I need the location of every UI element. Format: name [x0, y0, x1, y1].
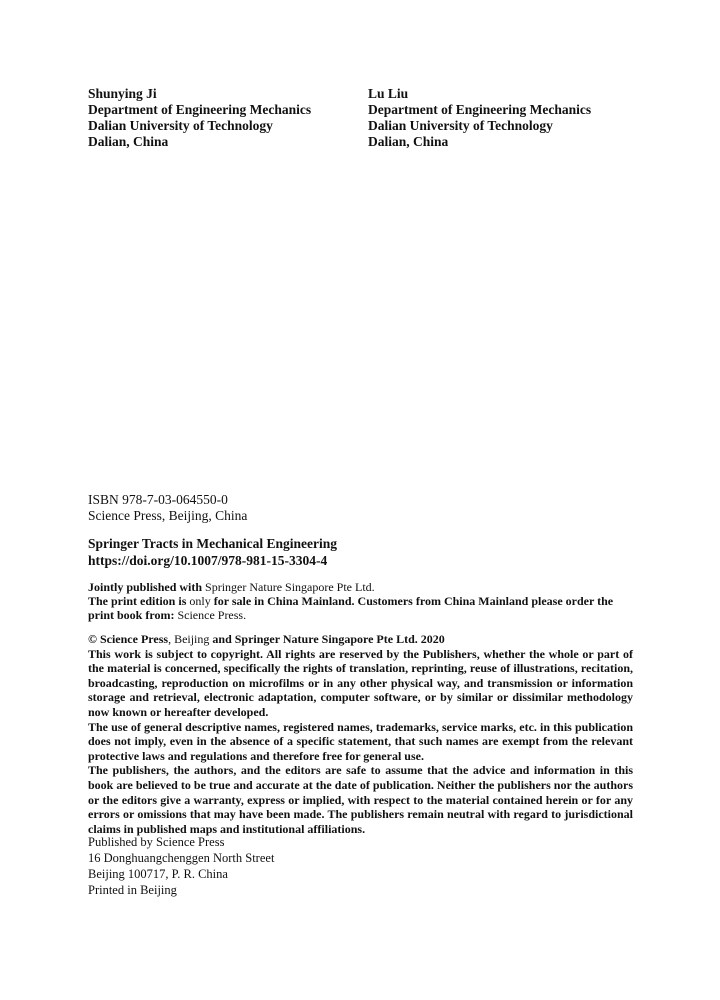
- author-location: Dalian, China: [368, 134, 449, 149]
- copyright-paragraph-names: The use of general descriptive names, registered names, trademarks, service marks, etc. in this publication does not imply, even in the absence of a specific statement, that such names are exempt from the relevant protective laws and regulations and therefore free for general use.: [88, 719, 633, 763]
- publisher-city: Beijing 100717, P. R. China: [88, 867, 228, 881]
- copyright-holder: © Science Press: [88, 632, 169, 646]
- isbn-publisher: Science Press, Beijing, China: [88, 508, 248, 523]
- print-text-c: only: [186, 594, 214, 608]
- doi-link[interactable]: https://doi.org/10.1007/978-981-15-3304-4: [88, 553, 328, 568]
- publisher-imprint: [88, 834, 274, 898]
- print-text-e: Science Press.: [174, 608, 247, 622]
- author-department: Department of Engineering Mechanics: [368, 102, 592, 117]
- joint-publication-notice: [88, 580, 633, 622]
- copyright-line: [88, 632, 633, 647]
- copyright-notice: [88, 632, 633, 836]
- series-block: [88, 535, 337, 569]
- print-text-a: The print edition: [88, 594, 179, 608]
- joint-label: Jointly published with: [88, 580, 203, 594]
- isbn-number: ISBN 978-7-03-064550-0: [88, 492, 228, 507]
- author-name: Lu Liu: [368, 86, 409, 101]
- copyright-city: , Beijing: [168, 632, 213, 646]
- publisher-line: Published by Science Press: [88, 835, 225, 849]
- printed-location: Printed in Beijing: [88, 883, 177, 897]
- author-name: Shunying Ji: [88, 86, 157, 101]
- series-title: Springer Tracts in Mechanical Engineering: [88, 536, 337, 551]
- joint-line: [88, 580, 633, 594]
- copyright-paragraph-rights: This work is subject to copyright. All rights are reserved by the Publishers, whether the whole or part of the material is concerned, specifically the rights of translation, reprinting, reuse of illustrations, recitation, broadcasting, reproduction on microfilms or in any other physical way, and transmission or information storage and retrieval, electronic adaptation, computer software, or by similar or dissimilar methodology now known or hereafter developed.: [88, 646, 633, 719]
- author-block-ji: [88, 86, 368, 150]
- author-university: Dalian University of Technology: [368, 118, 553, 133]
- copyright-paragraph-disclaimer: The publishers, the authors, and the editors are safe to assume that the advice and information in this book are believed to be true and accurate at the date of publication. Neither the publishers nor the authors or the editors give a warranty, express or implied, with respect to the material contained herein or for any errors or omissions that may have been made. The publishers remain neutral with regard to jurisdictional claims in published maps and institutional affiliations.: [88, 763, 633, 836]
- author-block-liu: [368, 86, 648, 150]
- author-affiliations: [88, 86, 648, 150]
- isbn-block: [88, 492, 247, 524]
- author-location: Dalian, China: [88, 134, 169, 149]
- print-text-b: is: [178, 594, 187, 608]
- author-department: Department of Engineering Mechanics: [88, 102, 312, 117]
- print-text-d: for sale in China Mainland. Customers from China Mainland please order the print book from:: [88, 594, 614, 622]
- print-edition-notice: [88, 594, 633, 622]
- copyright-partner: and Springer Nature Singapore Pte Ltd. 2020: [212, 632, 445, 646]
- joint-partner: Springer Nature Singapore Pte Ltd.: [202, 580, 375, 594]
- author-university: Dalian University of Technology: [88, 118, 273, 133]
- publisher-address: 16 Donghuangchenggen North Street: [88, 851, 275, 865]
